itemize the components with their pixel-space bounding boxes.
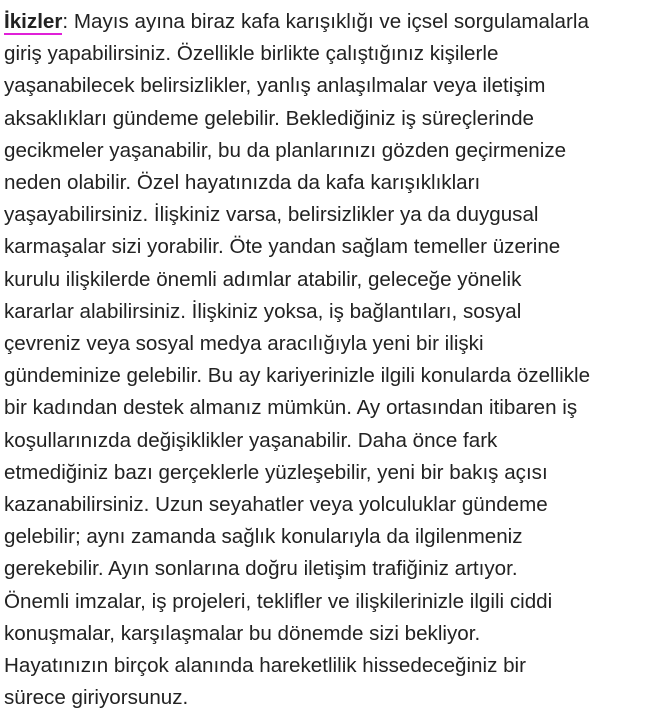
text-line: çevreniz veya sosyal medya aracılığıyla yeni bir ilişki — [4, 332, 484, 356]
text-line: kazanabilirsiniz. Uzun seyahatler veya yolculuklar gündeme — [4, 493, 548, 517]
line-text: Mayıs ayına biraz kafa karışıklığı ve içsel sorgulamalarla — [68, 10, 589, 33]
text-line: konuşmalar, karşılaşmalar bu dönemde sizi bekliyor. — [4, 621, 481, 645]
text-line: koşullarınızda değişiklikler yaşanabilir. Daha önce fark — [4, 428, 498, 452]
text-line: yaşayabilirsiniz. İlişkiniz varsa, belirsizlikler ya da duygusal — [4, 203, 539, 227]
text-line: kurulu ilişkilerde önemli adımlar atabilir, geleceğe yönelik — [4, 267, 522, 291]
text-line: sürece giriyorsunuz. — [4, 686, 189, 710]
text-line: neden olabilir. Özel hayatınızda da kafa karışıklıkları — [4, 171, 481, 195]
colon-text: : — [62, 10, 69, 33]
text-line — [4, 6, 651, 38]
text-line: gecikmeler yaşanabilir, bu da planlarınızı gözden geçirmenize — [4, 138, 567, 162]
horoscope-paragraph — [4, 6, 651, 714]
text-line: kararlar alabilirsiniz. İlişkiniz yoksa, iş bağlantıları, sosyal — [4, 299, 522, 323]
text-line: yaşanabilecek belirsizlikler, yanlış anlaşılmalar veya iletişim — [4, 74, 546, 98]
text-line: giriş yapabilirsiniz. Özellikle birlikte çalıştığınız kişilerle — [4, 42, 499, 66]
text-line: etmediğiniz bazı gerçeklerle yüzleşebilir, yeni bir bakış açısı — [4, 460, 548, 484]
gemini-sign-link[interactable]: İkizler — [4, 10, 63, 33]
text-line: aksaklıkları gündeme gelebilir. Beklediğiniz iş süreçlerinde — [4, 106, 534, 130]
text-line: karmaşalar sizi yorabilir. Öte yandan sağlam temeller üzerine — [4, 235, 561, 259]
text-line: Hayatınızın birçok alanında hareketlilik hissedeceğiniz bir — [4, 654, 526, 678]
text-line: bir kadından destek almanız mümkün. Ay ortasından itibaren iş — [4, 396, 578, 420]
text-line: gelebilir; aynı zamanda sağlık konularıyla da ilgilenmeniz — [4, 525, 523, 549]
text-line: gerekebilir. Ayın sonlarına doğru iletişim trafiğiniz artıyor. — [4, 557, 518, 581]
text-line: Önemli imzalar, iş projeleri, teklifler ve ilişkilerinizle ilgili ciddi — [4, 589, 553, 613]
text-line: gündeminize gelebilir. Bu ay kariyerinizle ilgili konularda özellikle — [4, 364, 591, 388]
